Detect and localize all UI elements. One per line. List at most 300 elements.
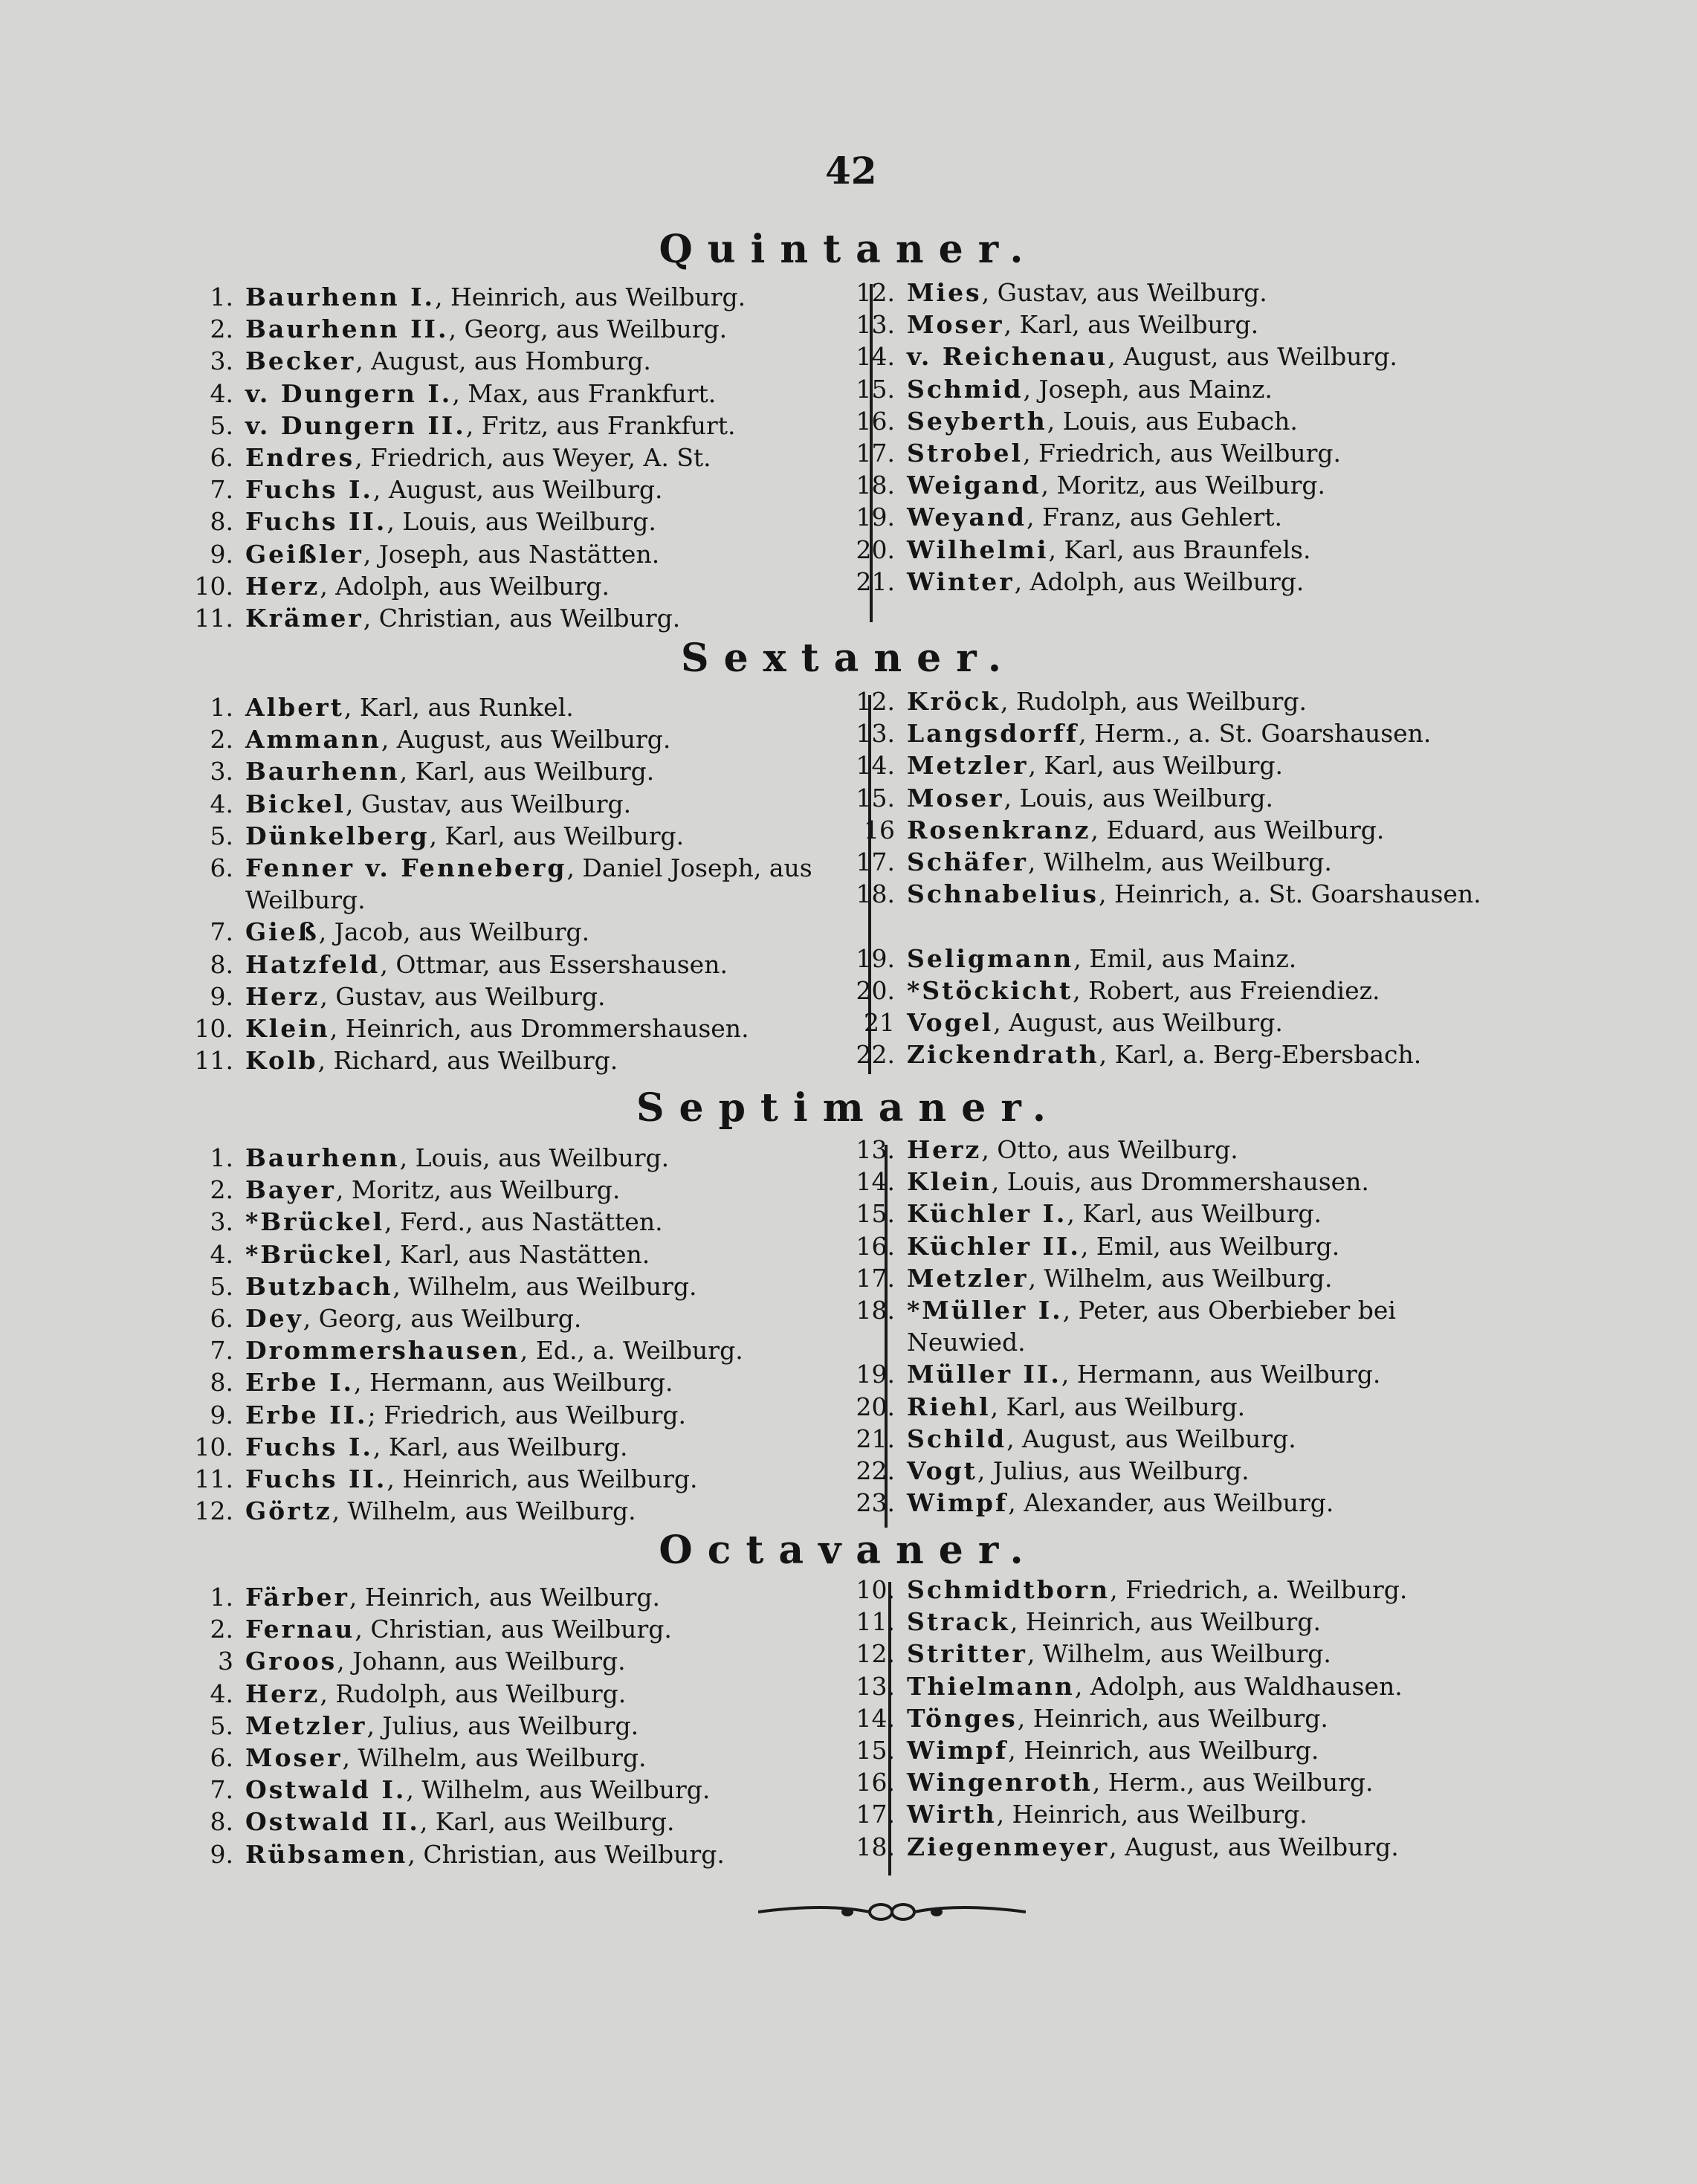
list-entry xyxy=(210,474,833,505)
entry-details: , Karl, aus Weilburg. xyxy=(399,757,655,786)
entry-details: , Hermann, aus Weilburg. xyxy=(1061,1360,1381,1389)
list-entry xyxy=(856,717,1516,749)
list-entry xyxy=(864,814,1516,846)
entry-number: 8. xyxy=(210,949,233,979)
entry-surname: Gieß xyxy=(245,917,319,947)
entry-details: , Adolph, aus Waldhausen. xyxy=(1074,1671,1403,1701)
entry-surname: Wingenroth xyxy=(907,1768,1093,1797)
entry-number: 4. xyxy=(210,1679,233,1708)
entry-details: , Gustav, aus Weilburg. xyxy=(981,278,1267,307)
entry-details: , Karl, aus Runkel. xyxy=(343,693,574,722)
entry-surname: Schnabelius xyxy=(907,879,1099,909)
entry-surname: Herz xyxy=(245,1679,320,1708)
entry-number: 9. xyxy=(210,1400,233,1429)
entry-details: , Peter, aus Oberbieber bei Neuwied. xyxy=(907,1295,1396,1357)
entry-surname: Metzler xyxy=(907,1263,1029,1293)
entry-surname: Wilhelmi xyxy=(907,534,1049,564)
entry-surname: Endres xyxy=(245,442,355,472)
entry-surname: Vogt xyxy=(907,1456,977,1485)
list-entry xyxy=(194,602,833,634)
entry-surname: *Brückel xyxy=(245,1207,385,1237)
list-entry xyxy=(210,980,833,1012)
entry-details: , Ed., a. Weilburg. xyxy=(520,1336,743,1366)
entry-surname: Geißler xyxy=(245,539,363,569)
entry-number: 9. xyxy=(210,539,233,569)
list-entry xyxy=(210,378,833,410)
list-entry xyxy=(194,570,833,602)
list-entry xyxy=(210,1742,833,1774)
list-entry xyxy=(210,916,833,948)
entry-surname: Herz xyxy=(907,1135,982,1164)
entry-number: 4. xyxy=(210,1239,233,1269)
entry-number: 5. xyxy=(210,1710,233,1740)
entry-number: 21. xyxy=(856,566,895,596)
list-entry xyxy=(210,755,833,787)
list-entry xyxy=(856,277,1516,308)
entry-details: , Emil, aus Weilburg. xyxy=(1080,1231,1340,1261)
entry-number: 11. xyxy=(194,1046,233,1076)
entry-surname: Baurhenn xyxy=(245,757,400,786)
entry-details: , Alexander, aus Weilburg. xyxy=(1008,1488,1334,1518)
entry-surname: Langsdorff xyxy=(907,719,1079,749)
list-entry xyxy=(856,1166,1516,1198)
entry-surname: Rübsamen xyxy=(245,1839,408,1869)
entry-number: 18. xyxy=(856,1295,895,1325)
entry-surname: Bickel xyxy=(245,789,346,818)
quintaner-right-column xyxy=(856,277,1516,598)
list-entry xyxy=(856,308,1516,340)
list-entry xyxy=(194,1431,833,1463)
entry-number: 4. xyxy=(210,378,233,408)
entry-details: , Fritz, aus Frankfurt. xyxy=(465,410,736,440)
entry-details: , Heinrich, a. St. Goarshausen. xyxy=(1099,879,1481,909)
entry-number: 20. xyxy=(856,534,895,564)
entry-number: 20. xyxy=(856,975,895,1005)
entry-number: 12. xyxy=(856,687,895,716)
list-entry xyxy=(856,1798,1516,1830)
entry-details: , Adolph, aus Weilburg. xyxy=(320,571,610,601)
entry-details: , Heinrich, aus Weilburg. xyxy=(1008,1735,1319,1765)
entry-surname: Herz xyxy=(245,981,320,1011)
entry-surname: Schmidtborn xyxy=(907,1575,1111,1604)
entry-number: 11. xyxy=(856,1607,895,1637)
entry-details: , Richard, aus Weilburg. xyxy=(317,1046,618,1076)
list-entry xyxy=(856,1262,1516,1294)
entry-number: 16. xyxy=(856,406,895,436)
section-title-octavaner: Octavaner. xyxy=(659,1528,1038,1573)
list-entry xyxy=(210,442,833,474)
entry-surname: Fuchs I. xyxy=(245,1432,373,1461)
entry-number: 14. xyxy=(856,1167,895,1197)
entry-surname: Strobel xyxy=(907,438,1024,468)
entry-number: 6. xyxy=(210,442,233,472)
entry-details: , Franz, aus Gehlert. xyxy=(1027,503,1283,532)
entry-details: , August, aus Weilburg. xyxy=(1109,1832,1399,1861)
entry-surname: Zickendrath xyxy=(907,1040,1099,1070)
entry-details: , Karl, aus Weilburg. xyxy=(419,1807,675,1837)
list-entry xyxy=(856,782,1516,814)
entry-details: , Julius, aus Weilburg. xyxy=(977,1456,1250,1485)
entry-surname: Baurhenn xyxy=(245,1143,400,1172)
entry-surname: Fenner v. Fenneberg xyxy=(245,853,567,882)
entry-details: , Otto, aus Weilburg. xyxy=(981,1135,1238,1164)
list-entry xyxy=(210,820,833,852)
list-entry xyxy=(210,1806,833,1838)
list-entry xyxy=(210,949,833,980)
entry-surname: Albert xyxy=(245,693,344,722)
entry-details: , Rudolph, aus Weilburg. xyxy=(1001,687,1308,716)
entry-details: , Friedrich, aus Weilburg. xyxy=(1023,438,1341,468)
list-entry xyxy=(856,1734,1516,1766)
entry-details: , Rudolph, aus Weilburg. xyxy=(320,1679,627,1708)
entry-number: 3. xyxy=(210,346,233,376)
entry-number: 6. xyxy=(210,1303,233,1333)
list-entry xyxy=(856,437,1516,469)
entry-details: , Ottmar, aus Essershausen. xyxy=(380,949,728,979)
entry-surname: Wirth xyxy=(907,1800,997,1829)
list-entry xyxy=(856,340,1516,372)
entry-details: , August, aus Weilburg. xyxy=(381,725,671,755)
entry-number: 7. xyxy=(210,1775,233,1805)
entry-details: , August, aus Weilburg. xyxy=(1108,342,1397,372)
entry-details: , Heinrich, aus Weilburg. xyxy=(349,1583,660,1612)
entry-details: , Joseph, aus Mainz. xyxy=(1023,374,1273,404)
entry-surname: Ammann xyxy=(245,725,381,755)
entry-details: , Gustav, aus Weilburg. xyxy=(320,981,606,1011)
list-entry xyxy=(210,1270,833,1302)
entry-number: 1. xyxy=(210,693,233,722)
entry-number: 14. xyxy=(856,342,895,372)
entry-number: 3. xyxy=(210,1207,233,1237)
entry-surname: Görtz xyxy=(245,1496,332,1526)
entry-details: , Heinrich, aus Weilburg. xyxy=(435,282,746,311)
list-entry xyxy=(210,538,833,570)
entry-number: 7. xyxy=(210,1336,233,1366)
entry-number: 16. xyxy=(856,1231,895,1261)
list-entry xyxy=(210,410,833,442)
entry-details: , August, aus Weilburg. xyxy=(372,475,663,505)
list-entry xyxy=(856,685,1516,717)
entry-number: 6. xyxy=(210,1742,233,1772)
sextaner-left-column xyxy=(194,691,833,1076)
entry-number: 2. xyxy=(210,1615,233,1644)
entry-details: , Johann, aus Weilburg. xyxy=(337,1647,626,1676)
list-entry xyxy=(856,975,1516,1007)
entry-details: , Herm., aus Weilburg. xyxy=(1092,1768,1374,1797)
entry-details: , Christian, aus Weilburg. xyxy=(407,1839,725,1869)
section-title-quintaner: Quintaner. xyxy=(659,227,1038,272)
list-entry xyxy=(856,1198,1516,1230)
list-entry xyxy=(210,345,833,377)
entry-details: , Karl, aus Weilburg. xyxy=(429,821,685,850)
entry-surname: Ostwald I. xyxy=(245,1775,407,1805)
entry-surname: Tönges xyxy=(907,1703,1018,1733)
list-entry xyxy=(856,373,1516,405)
entry-number: 10. xyxy=(194,1013,233,1043)
entry-details: , Karl, aus Weilburg. xyxy=(1067,1199,1322,1229)
list-entry xyxy=(864,1007,1516,1038)
list-entry xyxy=(210,1302,833,1334)
entry-number: 22. xyxy=(856,1040,895,1070)
entry-surname: Herz xyxy=(245,571,320,601)
list-entry xyxy=(210,691,833,723)
entry-details: , Louis, aus Weilburg. xyxy=(387,507,656,537)
entry-surname: Dünkelberg xyxy=(245,821,430,850)
entry-surname: Fuchs II. xyxy=(245,1464,387,1493)
list-entry xyxy=(210,1678,833,1710)
section-title-sextaner: Sextaner. xyxy=(681,636,1016,681)
list-entry xyxy=(194,1044,833,1076)
entry-number: 20. xyxy=(856,1392,895,1421)
entry-surname: Weyand xyxy=(907,503,1027,532)
entry-details: , Robert, aus Freiendiez. xyxy=(1073,975,1380,1005)
entry-surname: *Brückel xyxy=(245,1239,385,1269)
list-entry xyxy=(210,1366,833,1398)
entry-details: , Julius, aus Weilburg. xyxy=(366,1710,639,1740)
list-entry xyxy=(210,1174,833,1206)
entry-number: 10. xyxy=(194,571,233,601)
entry-surname: Mies xyxy=(907,278,982,307)
entry-surname: Dey xyxy=(245,1303,303,1333)
entry-surname: v. Reichenau xyxy=(907,342,1108,372)
list-entry xyxy=(856,1831,1516,1863)
list-entry xyxy=(856,1358,1516,1390)
entry-number: 11. xyxy=(194,603,233,633)
entry-number: 1. xyxy=(210,1583,233,1612)
entry-details: , Daniel Joseph, aus Weilburg. xyxy=(245,853,812,915)
entry-number: 17. xyxy=(856,1263,895,1293)
entry-surname: Becker xyxy=(245,346,356,376)
list-entry xyxy=(856,1574,1516,1606)
entry-details: , Louis, aus Drommershausen. xyxy=(991,1167,1369,1197)
entry-details: , Louis, aus Weilburg. xyxy=(1003,783,1273,812)
entry-number: 3 xyxy=(218,1647,233,1676)
entry-details: ; Friedrich, aus Weilburg. xyxy=(367,1400,686,1429)
entry-surname: Bayer xyxy=(245,1175,336,1205)
entry-surname: Moser xyxy=(245,1742,343,1772)
list-entry xyxy=(210,1774,833,1806)
entry-number: 5. xyxy=(210,1271,233,1301)
entry-details: , Karl, aus Braunfels. xyxy=(1048,534,1311,564)
entry-number: 14. xyxy=(856,1703,895,1733)
entry-surname: Ostwald II. xyxy=(245,1807,420,1837)
entry-surname: Riehl xyxy=(907,1392,991,1421)
entry-details: , Hermann, aus Weilburg. xyxy=(354,1368,673,1398)
entry-number: 14. xyxy=(856,751,895,781)
list-entry xyxy=(210,1399,833,1431)
entry-surname: Stritter xyxy=(907,1639,1027,1669)
entry-number: 13. xyxy=(856,719,895,749)
entry-number: 17. xyxy=(856,1800,895,1829)
list-entry xyxy=(856,534,1516,566)
entry-number: 3. xyxy=(210,757,233,786)
list-entry xyxy=(856,1487,1516,1519)
entry-surname: Schäfer xyxy=(907,847,1028,876)
entry-details: , Wilhelm, aus Weilburg. xyxy=(1027,847,1332,876)
entry-surname: Erbe I. xyxy=(245,1368,355,1398)
entry-surname: Fuchs I. xyxy=(245,475,373,505)
entry-surname: Schild xyxy=(907,1424,1007,1453)
octavaner-right-column xyxy=(856,1574,1516,1863)
entry-details: , Heinrich, aus Weilburg. xyxy=(387,1464,698,1493)
list-entry xyxy=(856,1455,1516,1487)
entry-number: 19. xyxy=(856,503,895,532)
list-entry xyxy=(194,1012,833,1044)
list-entry xyxy=(856,1702,1516,1734)
entry-surname: Klein xyxy=(907,1167,992,1197)
entry-surname: Weigand xyxy=(907,471,1041,500)
entry-number: 8. xyxy=(210,507,233,537)
entry-details: , Ferd., aus Nastätten. xyxy=(384,1207,663,1237)
entry-number: 16 xyxy=(864,815,895,844)
entry-number: 18. xyxy=(856,879,895,909)
list-entry xyxy=(856,1294,1516,1358)
entry-surname: Schmid xyxy=(907,374,1024,404)
entry-surname: Ziegenmeyer xyxy=(907,1832,1110,1861)
list-entry xyxy=(856,1638,1516,1670)
entry-details: , August, aus Weilburg. xyxy=(993,1007,1283,1037)
list-entry xyxy=(856,1230,1516,1262)
entry-number: 7. xyxy=(210,917,233,947)
list-entry xyxy=(856,846,1516,878)
entry-number: 23. xyxy=(856,1488,895,1518)
list-entry xyxy=(210,788,833,820)
entry-number: 6. xyxy=(210,853,233,882)
entry-number: 9. xyxy=(210,981,233,1011)
list-entry xyxy=(210,1238,833,1270)
entry-number: 21 xyxy=(864,1007,895,1037)
entry-number: 12. xyxy=(856,278,895,307)
entry-surname: Baurhenn I. xyxy=(245,282,436,311)
entry-number: 2. xyxy=(210,314,233,344)
entry-surname: Küchler I. xyxy=(907,1199,1067,1229)
entry-surname: *Müller I. xyxy=(907,1295,1063,1325)
entry-details: , Moritz, aus Weilburg. xyxy=(335,1175,621,1205)
entry-details: , Karl, aus Weilburg. xyxy=(1003,310,1259,340)
entry-number: 15. xyxy=(856,374,895,404)
list-entry xyxy=(856,1134,1516,1166)
entry-surname: v. Dungern I. xyxy=(245,378,453,408)
list-entry xyxy=(856,878,1516,942)
entry-details: , Georg, aus Weilburg. xyxy=(303,1303,582,1333)
entry-surname: Seligmann xyxy=(907,943,1074,973)
entry-details: , August, aus Homburg. xyxy=(355,346,651,376)
entry-details: , Louis, aus Eubach. xyxy=(1047,406,1298,436)
entry-details: , Karl, aus Nastätten. xyxy=(384,1239,650,1269)
entry-details: , Wilhelm, aus Weilburg. xyxy=(332,1496,636,1526)
list-entry xyxy=(194,1495,833,1527)
list-entry xyxy=(856,501,1516,533)
entry-number: 15. xyxy=(856,783,895,812)
entry-details: , Heinrich, aus Weilburg. xyxy=(1017,1703,1328,1733)
list-entry xyxy=(856,566,1516,598)
list-entry xyxy=(210,1142,833,1174)
entry-number: 18. xyxy=(856,1832,895,1861)
entry-surname: v. Dungern II. xyxy=(245,410,466,440)
entry-details: , Gustav, aus Weilburg. xyxy=(345,789,632,818)
section-title-septimaner: Septimaner. xyxy=(636,1085,1061,1131)
entry-surname: Drommershausen xyxy=(245,1336,520,1366)
quintaner-left-column xyxy=(194,281,833,634)
entry-details: , Wilhelm, aus Weilburg. xyxy=(342,1742,647,1772)
list-entry xyxy=(210,1838,833,1870)
list-entry xyxy=(210,1581,833,1613)
entry-number: 12. xyxy=(194,1496,233,1526)
list-entry xyxy=(856,1391,1516,1423)
entry-number: 8. xyxy=(210,1368,233,1398)
entry-surname: Metzler xyxy=(907,751,1029,781)
list-entry xyxy=(856,1423,1516,1455)
entry-surname: Moser xyxy=(907,310,1004,340)
entry-number: 2. xyxy=(210,725,233,755)
entry-number: 13. xyxy=(856,1671,895,1701)
entry-details: , Karl, a. Berg-Ebersbach. xyxy=(1099,1040,1422,1070)
entry-surname: Fuchs II. xyxy=(245,507,387,537)
entry-details: , Wilhelm, aus Weilburg. xyxy=(1028,1263,1333,1293)
entry-details: , Wilhelm, aus Weilburg. xyxy=(1027,1639,1331,1669)
entry-details: , Heinrich, aus Drommershausen. xyxy=(329,1013,749,1043)
list-entry xyxy=(856,1766,1516,1798)
ornament-divider xyxy=(758,1890,1026,1934)
entry-surname: Klein xyxy=(245,1013,330,1043)
entry-surname: Fernau xyxy=(245,1615,355,1644)
entry-details: , Joseph, aus Nastätten. xyxy=(363,539,660,569)
entry-number: 17. xyxy=(856,847,895,876)
entry-number: 2. xyxy=(210,1175,233,1205)
entry-surname: Rosenkranz xyxy=(907,815,1091,844)
list-entry xyxy=(856,1670,1516,1702)
entry-details: , Karl, aus Weilburg. xyxy=(1028,751,1284,781)
entry-number: 1. xyxy=(210,282,233,311)
entry-number: 15. xyxy=(856,1735,895,1765)
entry-surname: Wimpf xyxy=(907,1735,1009,1765)
list-entry xyxy=(856,1606,1516,1638)
entry-details: , Emil, aus Mainz. xyxy=(1073,943,1297,973)
page-number: 42 xyxy=(825,149,877,193)
entry-number: 16. xyxy=(856,1768,895,1797)
entry-surname: Krämer xyxy=(245,603,363,633)
entry-surname: Wimpf xyxy=(907,1488,1009,1518)
entry-details: , Jacob, aus Weilburg. xyxy=(318,917,590,947)
entry-number: 21. xyxy=(856,1424,895,1453)
entry-surname: Kolb xyxy=(245,1046,318,1076)
entry-number: 10. xyxy=(194,1432,233,1461)
entry-number: 7. xyxy=(210,475,233,505)
list-entry xyxy=(210,1710,833,1742)
entry-number: 19. xyxy=(856,943,895,973)
entry-details: , Moritz, aus Weilburg. xyxy=(1041,471,1326,500)
entry-details: , Heinrich, aus Weilburg. xyxy=(996,1800,1308,1829)
list-entry xyxy=(210,313,833,345)
entry-surname: Strack xyxy=(907,1607,1010,1637)
list-entry xyxy=(856,469,1516,501)
entry-number: 9. xyxy=(210,1839,233,1869)
entry-number: 5. xyxy=(210,821,233,850)
list-entry xyxy=(856,943,1516,975)
entry-number: 15. xyxy=(856,1199,895,1229)
list-entry xyxy=(210,852,833,916)
entry-number: 17. xyxy=(856,438,895,468)
entry-surname: Groos xyxy=(245,1647,337,1676)
entry-details: , Adolph, aus Weilburg. xyxy=(1014,566,1305,596)
entry-surname: Thielmann xyxy=(907,1671,1075,1701)
entry-details: , Heinrich, aus Weilburg. xyxy=(1009,1607,1321,1637)
entry-details: , Louis, aus Weilburg. xyxy=(399,1143,670,1172)
sextaner-right-column xyxy=(856,685,1516,1070)
septimaner-right-column xyxy=(856,1134,1516,1519)
entry-number: 1. xyxy=(210,1143,233,1172)
entry-details: , Friedrich, aus Weyer, A. St. xyxy=(355,442,711,472)
